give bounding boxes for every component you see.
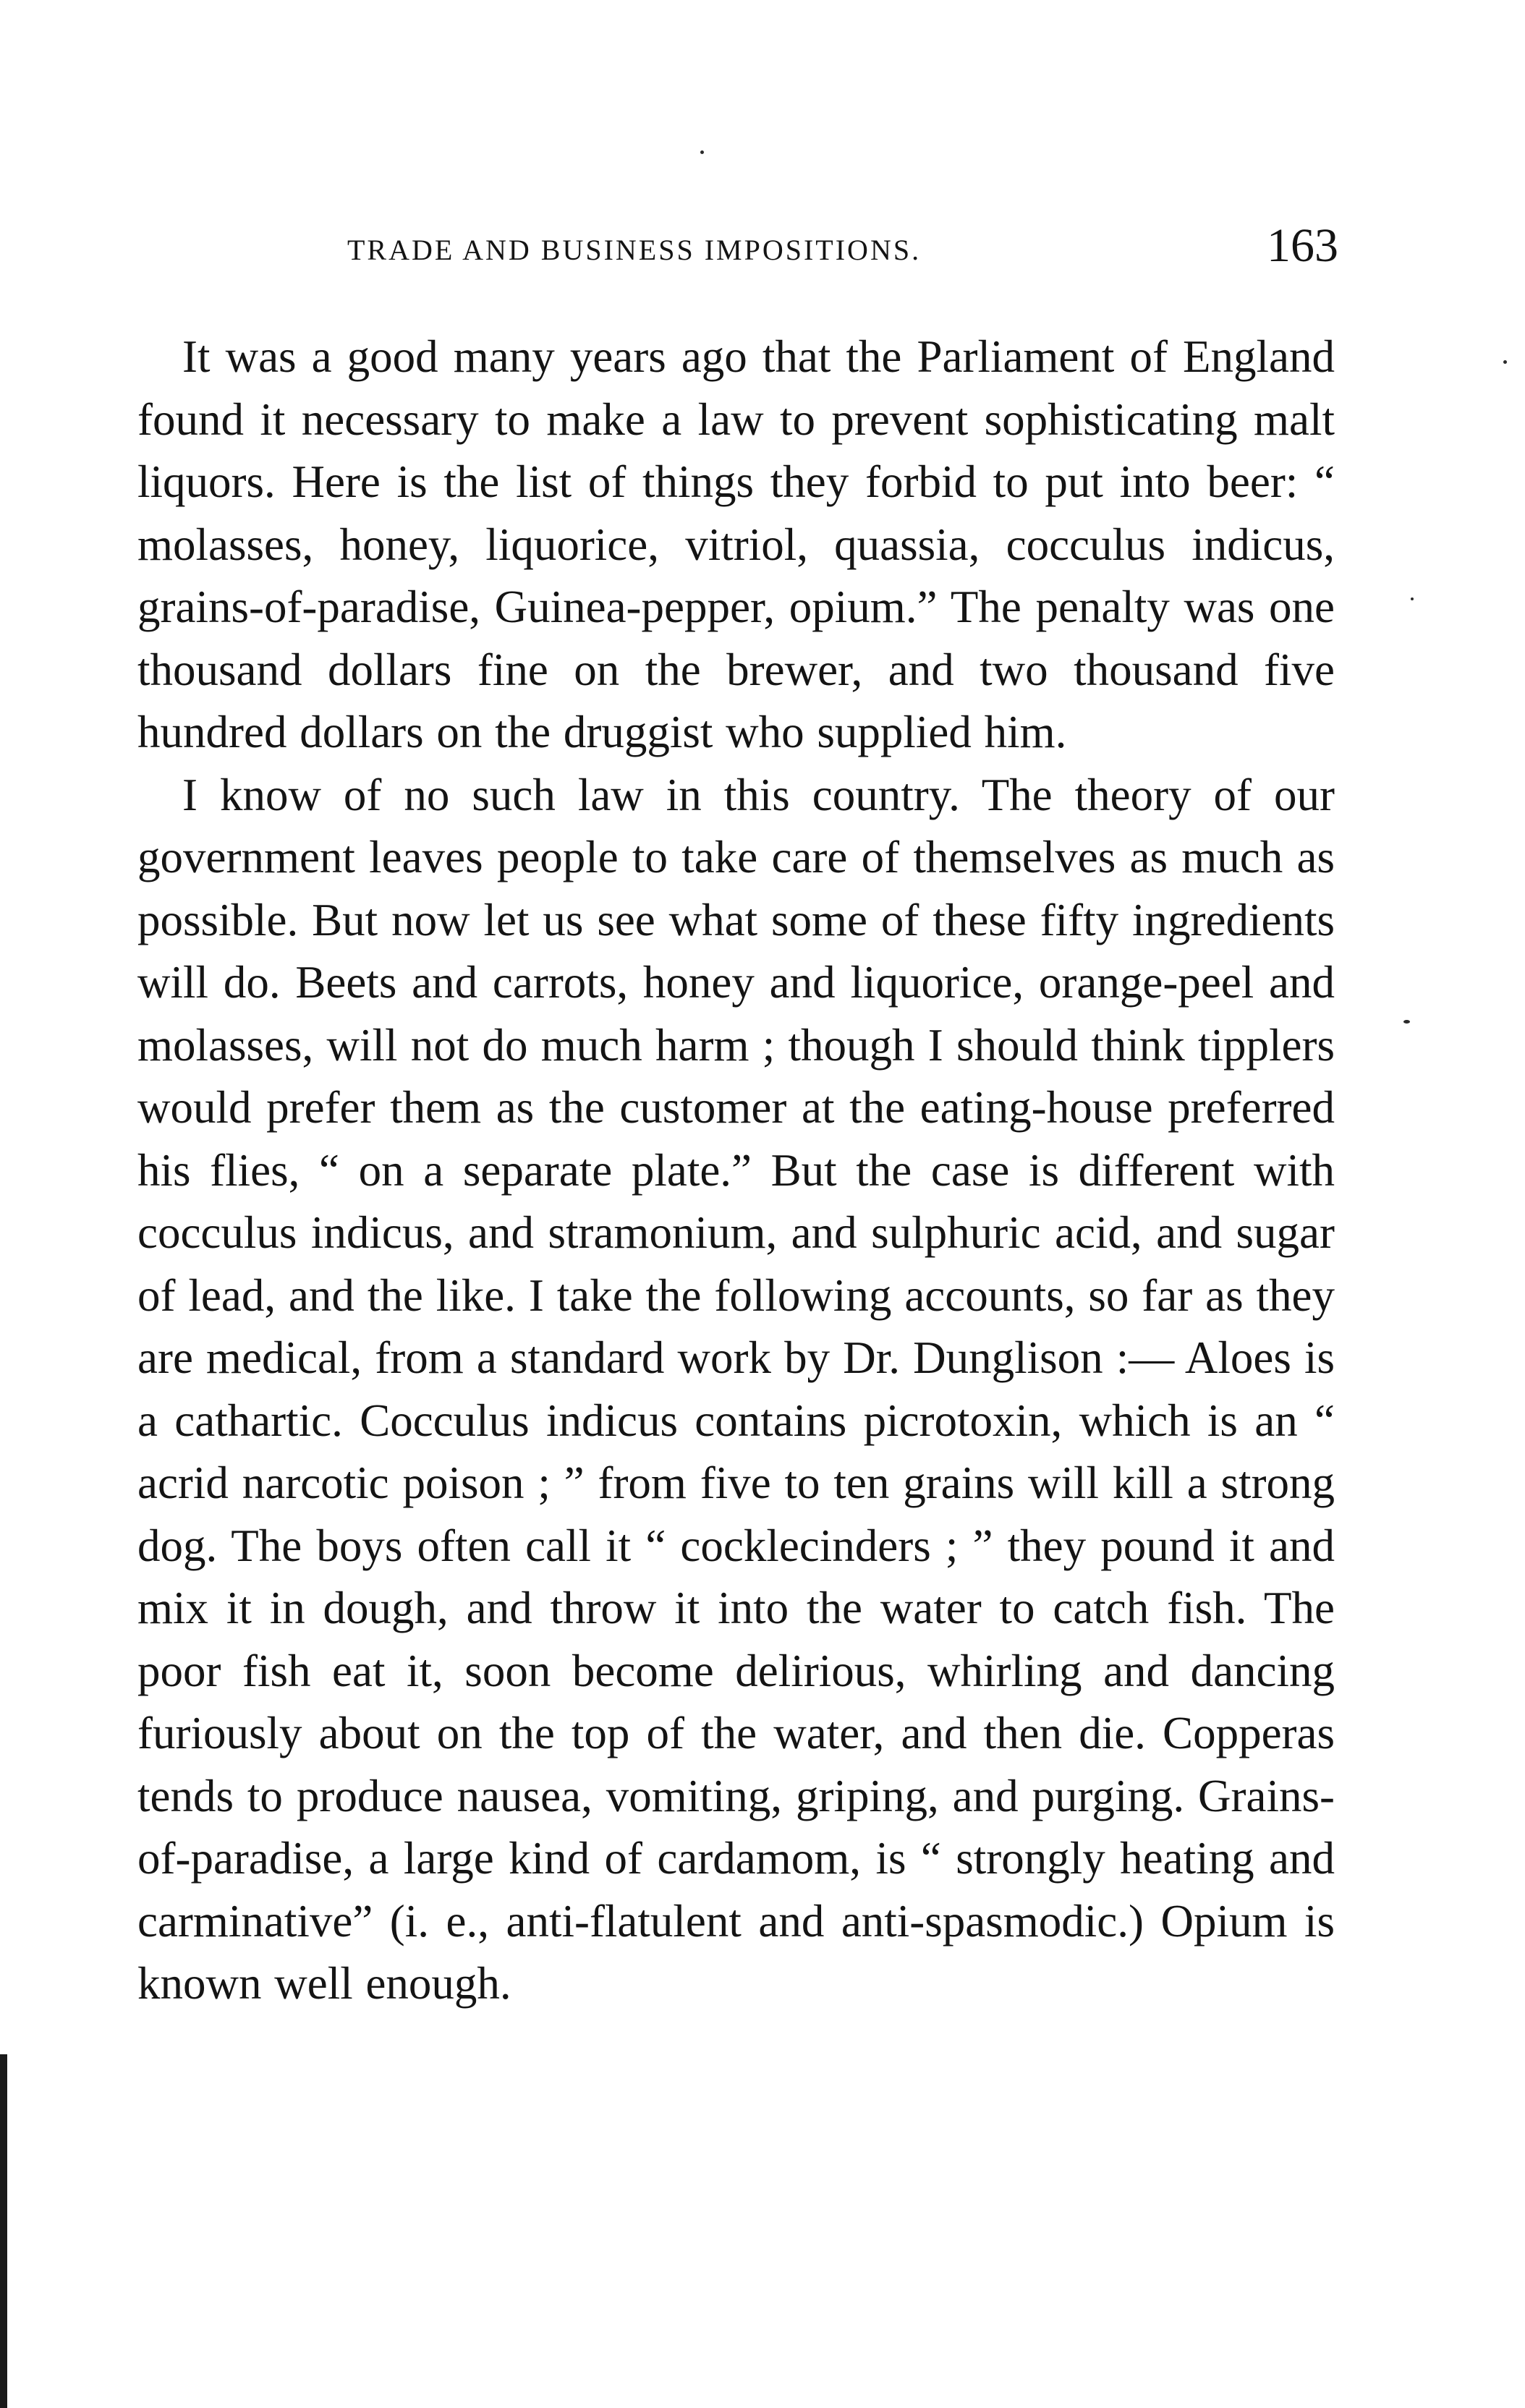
print-speck	[1411, 597, 1414, 600]
running-title: TRADE AND BUSINESS IMPOSITIONS.	[347, 234, 922, 266]
body-text	[137, 326, 1335, 2015]
binding-edge-shadow	[0, 2054, 7, 2408]
print-speck	[1403, 1020, 1410, 1024]
running-head	[347, 217, 1338, 282]
page-number: 163	[1267, 219, 1338, 272]
print-speck	[700, 150, 704, 154]
paragraph-ingredients: I know of no such law in this country. The theory of our government leaves people to take care of themselves as much as possible. But now let us see what some of these fifty ingredients will do. Beets and carrots, honey and liquorice, orange-peel and molasses, will not do much harm ; though I should think tipplers would prefer them as the customer at the eating-house preferred his flies, “ on a separate plate.” But the case is different with cocculus indicus, and stramonium, and sulphuric acid, and sugar of lead, and the like. I take the following accounts, so far as they are medical, from a standard work by Dr. Dunglison :— Aloes is a cathartic. Cocculus indicus contains picrotoxin, which is an “ acrid narcotic poison ; ” from five to ten grains will kill a strong dog. The boys often call it “ cocklecinders ; ” they pound it and mix it in dough, and throw it into the water to catch fish. The poor fish eat it, soon become delirious, whirling and dancing furiously about on the top of the water, and then die. Copperas tends to produce nausea, vomiting, griping, and purging. Grains-of-paradise, a large kind of cardamom, is “ strongly heating and carminative” (i. e., anti-flatulent and anti-spasmodic.) Opium is known well enough.	[137, 769, 1335, 2009]
print-speck	[1503, 360, 1507, 364]
paragraph-parliament-law: It was a good many years ago that the Parliament of England found it necessary to make a law to prevent sophisticating malt liquors. Here is the list of things they forbid to put into beer: “ molasses, honey, liquorice, vitriol, quassia, cocculus indicus, grains-of-paradise, Guinea-pepper, opium.” The penalty was one thousand dollars fine on the brewer, and two thousand five hundred dollars on the druggist who supplied him.	[137, 331, 1335, 757]
